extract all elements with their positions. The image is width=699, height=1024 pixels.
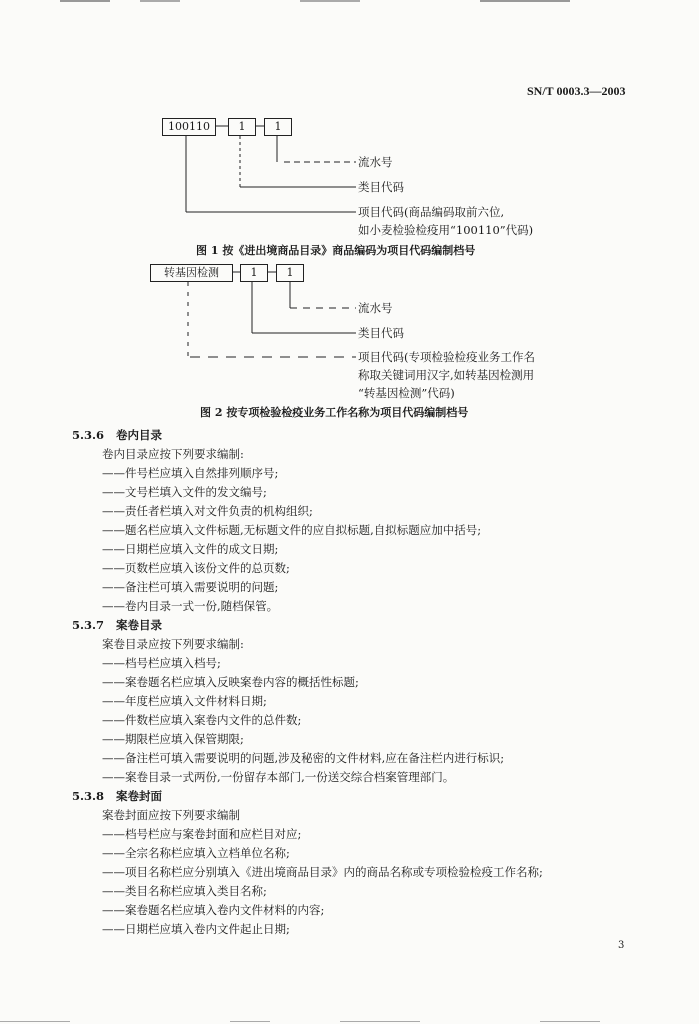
list-item: ——类目名称栏应填入类目名称; — [102, 884, 267, 898]
list-item: ——年度栏应填入文件材料日期; — [102, 694, 267, 708]
list-item: ——页数栏应填入该份文件的总页数; — [102, 561, 290, 575]
list-item: ——日期栏应填入文件的成文日期; — [102, 542, 279, 556]
section-5-3-6-intro: 卷内目录应按下列要求编制: — [102, 447, 244, 461]
fig1-label-item-line2: 如小麦检验检疫用“100110”代码) — [358, 223, 534, 237]
scan-edge-bottom — [0, 1018, 699, 1024]
fig2-box-item-code: 转基因检测 — [150, 264, 233, 282]
list-item: ——日期栏应填入卷内文件起止日期; — [102, 922, 290, 936]
section-title: 卷内目录 — [116, 428, 163, 442]
section-title: 案卷目录 — [116, 618, 163, 632]
page-number: 3 — [618, 940, 625, 951]
fig2-caption: 图 2 按专项检验检疫业务工作名称为项目代码编制档号 — [200, 406, 469, 419]
section-title: 案卷封面 — [116, 789, 163, 803]
list-item: ——备注栏可填入需要说明的问题; — [102, 580, 279, 594]
archive-code-diagrams — [0, 0, 699, 420]
fig1-label-category: 类目代码 — [358, 180, 404, 194]
list-item: ——案卷题名栏应填入卷内文件材料的内容; — [102, 903, 325, 917]
list-item: ——全宗名称栏应填入立档单位名称; — [102, 846, 290, 860]
section-5-3-6-heading — [72, 427, 162, 444]
fig1-box-category: 1 — [228, 118, 256, 136]
standard-code: SN/T 0003.3—2003 — [527, 84, 626, 98]
fig2-label-serial: 流水号 — [358, 301, 393, 315]
fig2-label-item-line2: 称取关键词用汉字,如转基因检测用 — [358, 368, 535, 382]
section-number: 5.3.7 — [72, 618, 105, 632]
list-item: ——卷内目录一式一份,随档保管。 — [102, 599, 279, 613]
fig2-box-serial: 1 — [276, 264, 304, 282]
list-item: ——文号栏填入文件的发文编号; — [102, 485, 267, 499]
section-5-3-7-intro: 案卷目录应按下列要求编制: — [102, 637, 244, 651]
list-item: ——件数栏应填入案卷内文件的总件数; — [102, 713, 302, 727]
fig2-box-category: 1 — [240, 264, 268, 282]
fig2-label-item-line1: 项目代码(专项检验检疫业务工作名 — [358, 350, 535, 364]
list-item: ——题名栏应填入文件标题,无标题文件的应自拟标题,自拟标题应加中括号; — [102, 523, 482, 537]
list-item: ——案卷题名栏应填入反映案卷内容的概括性标题; — [102, 675, 359, 689]
section-number: 5.3.8 — [72, 789, 105, 803]
list-item: ——案卷目录一式两份,一份留存本部门,一份送交综合档案管理部门。 — [102, 770, 455, 784]
list-item: ——责任者栏填入对文件负责的机构组织; — [102, 504, 313, 518]
fig2-label-item-line3: “转基因检测”代码) — [358, 386, 455, 400]
fig1-label-item-line1: 项目代码(商品编码取前六位, — [358, 205, 505, 219]
section-5-3-7-heading — [72, 617, 162, 634]
section-number: 5.3.6 — [72, 428, 105, 442]
list-item: ——档号栏应与案卷封面和应栏目对应; — [102, 827, 302, 841]
section-5-3-8-intro: 案卷封面应按下列要求编制 — [102, 808, 240, 822]
list-item: ——件号栏应填入自然排列顺序号; — [102, 466, 279, 480]
list-item: ——档号栏应填入档号; — [102, 656, 221, 670]
fig1-caption: 图 1 按《进出境商品目录》商品编码为项目代码编制档号 — [196, 244, 476, 257]
list-item: ——期限栏应填入保管期限; — [102, 732, 244, 746]
list-item: ——项目名称栏应分别填入《进出境商品目录》内的商品名称或专项检验检疫工作名称; — [102, 865, 543, 879]
fig1-box-serial: 1 — [264, 118, 292, 136]
fig2-label-category: 类目代码 — [358, 326, 404, 340]
fig1-box-item-code: 100110 — [162, 118, 216, 136]
list-item: ——备注栏可填入需要说明的问题,涉及秘密的文件材料,应在备注栏内进行标识; — [102, 751, 505, 765]
section-5-3-8-heading — [72, 788, 162, 805]
fig1-label-serial: 流水号 — [358, 155, 393, 169]
